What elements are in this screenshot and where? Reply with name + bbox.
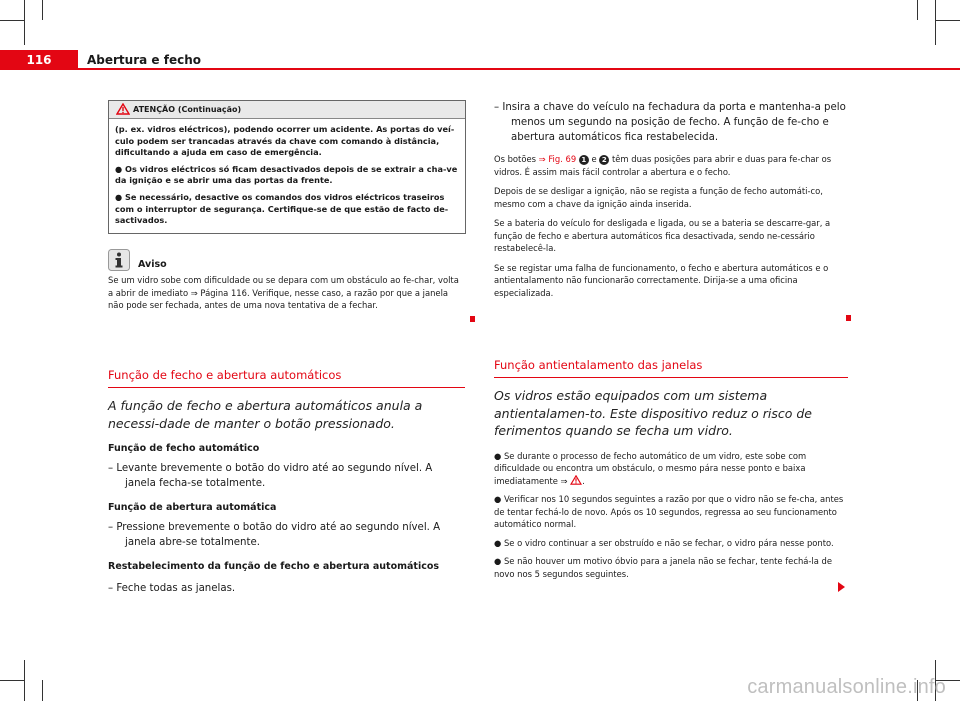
warning-paragraph: (p. ex. vidros eléctricos), podendo ocorrer um acidente. As portas do veí-culo podem ser trancadas através da chave com comando à distância, dificultando a ajuda em caso de emergência. (115, 124, 455, 158)
instruction-step: – Feche todas as janelas. (108, 583, 236, 594)
crop-mark (935, 20, 960, 21)
text-fragment: e (588, 154, 600, 164)
warning-triangle-icon (116, 103, 130, 115)
text-fragment: ● Se durante o processo de fecho automático de um vidro, este sobe com dificuldade ou encontra um obstáculo, o mesmo pára nesse ponto e baixa imediatamente ⇒ (494, 450, 807, 486)
warning-box (108, 100, 466, 234)
crop-mark (0, 680, 24, 681)
header-rule (78, 68, 960, 70)
watermark: carmanualsonline.info (747, 676, 946, 698)
warning-paragraph: ● Os vidros eléctricos só ficam desactivados depois de se extrair a cha-ve da ignição e se abrir uma das portas da frente. (115, 163, 458, 186)
body-paragraph: Se a bateria do veículo for desligada e ligada, ou se a bateria se descarre-gar, a função de fecho e abertura automáticos fica desactivada, sendo ne-cessário restabelecê-la. (494, 218, 831, 253)
crop-mark (935, 0, 936, 45)
note-header (108, 249, 465, 271)
warning-body (109, 119, 465, 233)
section-antipinch (494, 357, 848, 580)
section-lead: Os vidros estão equipados com um sistema antientalamen-to. Este dispositivo reduz o risco de ferimentos quando se fecha um vidro. (494, 388, 812, 438)
note-title: Aviso (138, 259, 167, 270)
bullet-item: ● Verificar nos 10 segundos seguintes a razão por que o vidro não se fe-cha, antes de tentar fechá-lo de novo. Após os 10 segundos, regressa ao seu funcionamento automático normal. (494, 494, 844, 529)
warning-header (109, 101, 465, 119)
instruction-step: – Pressione brevemente o botão do vidro até ao segundo nível. A janela abre-se totalmente. (108, 522, 441, 548)
section-automatic (108, 367, 465, 596)
page-number: 116 (0, 50, 78, 70)
body-paragraph (494, 153, 848, 178)
text-fragment: Os botões (494, 154, 539, 164)
body-paragraph: Se se registar uma falha de funcionamento, o fecho e abertura automáticos e o antientalamento não funcionarão correctamente. Dirija-se a uma oficina especializada. (494, 262, 829, 298)
section-lead: A função de fecho e abertura automáticos anula a necessi-dade de manter o botão pressionado. (108, 398, 423, 431)
crop-mark (24, 660, 25, 701)
crop-mark (42, 680, 43, 701)
bullet-item: ● Se durante o processo de fecho automático de um vidro, este sobe com dificuldade ou encontra um obstáculo, o mesmo pára nesse ponto e baixa imediatamente ⇒ . (494, 450, 807, 486)
warning-triangle-icon (570, 475, 582, 485)
warning-paragraph: ● Se necessário, desactive os comandos dos vidros eléctricos traseiros com o interruptor de segurança. Certifique-se de que estão de facto de-sactivados. (115, 191, 449, 226)
subheading: Função de abertura automática (108, 502, 277, 513)
warning-title: ATENÇÃO (Continuação) (133, 105, 242, 114)
subheading: Restabelecimento da função de fecho e abertura automáticos (108, 561, 440, 572)
page-title: Abertura e fecho (87, 53, 201, 67)
crop-mark (24, 0, 25, 45)
end-marker-icon (846, 315, 851, 321)
instruction-step: – Levante brevemente o botão do vidro até ao segundo nível. A janela fecha-se totalmente. (108, 463, 433, 489)
crop-mark (917, 0, 918, 20)
bullet-item: ● Se não houver um motivo óbvio para a janela não se fechar, tente fechá-la de novo nos 5 segundos seguintes. (494, 556, 832, 579)
right-column-text (494, 100, 848, 299)
crop-mark (42, 0, 43, 20)
instruction-step: – Insira a chave do veículo na fechadura da porta e mantenha-a pelo menos um segundo na posição de fecho. A função de fe-cho e abertura automáticos fica restabelecida. (494, 102, 846, 143)
note-block (108, 249, 465, 312)
figure-link[interactable]: ⇒ Fig. 69 (538, 154, 577, 164)
text-fragment: têm duas posições para abrir e duas para fe-char os vidros. É assim mais fácil controlar a abertura e o fecho. (494, 154, 832, 177)
callout-number-2: 2 (599, 155, 609, 165)
bullet-item: ● Se o vidro continuar a ser obstruído e não se fechar, o vidro pára nesse ponto. (494, 537, 834, 548)
callout-number-1: 1 (579, 155, 589, 165)
crop-mark (0, 20, 24, 21)
body-paragraph: Depois de se desligar a ignição, não se regista a função de fecho automáti-co, mesmo com a chave da ignição ainda inserida. (494, 186, 823, 209)
info-icon (108, 249, 130, 271)
section-title: Função de fecho e abertura automáticos (108, 367, 465, 388)
end-marker-icon (470, 316, 475, 322)
note-text: Se um vidro sobe com dificuldade ou se depara com um obstáculo ao fe-char, volta a abrir de imediato ⇒ Página 116. Verifique, nesse caso, a razão por que a janela não pode ser fechada, antes de uma nova tentativa de a fechar. (108, 275, 459, 310)
section-title: Função antientalamento das janelas (494, 357, 848, 378)
continue-arrow-icon (838, 582, 845, 592)
subheading: Função de fecho automático (108, 443, 260, 454)
